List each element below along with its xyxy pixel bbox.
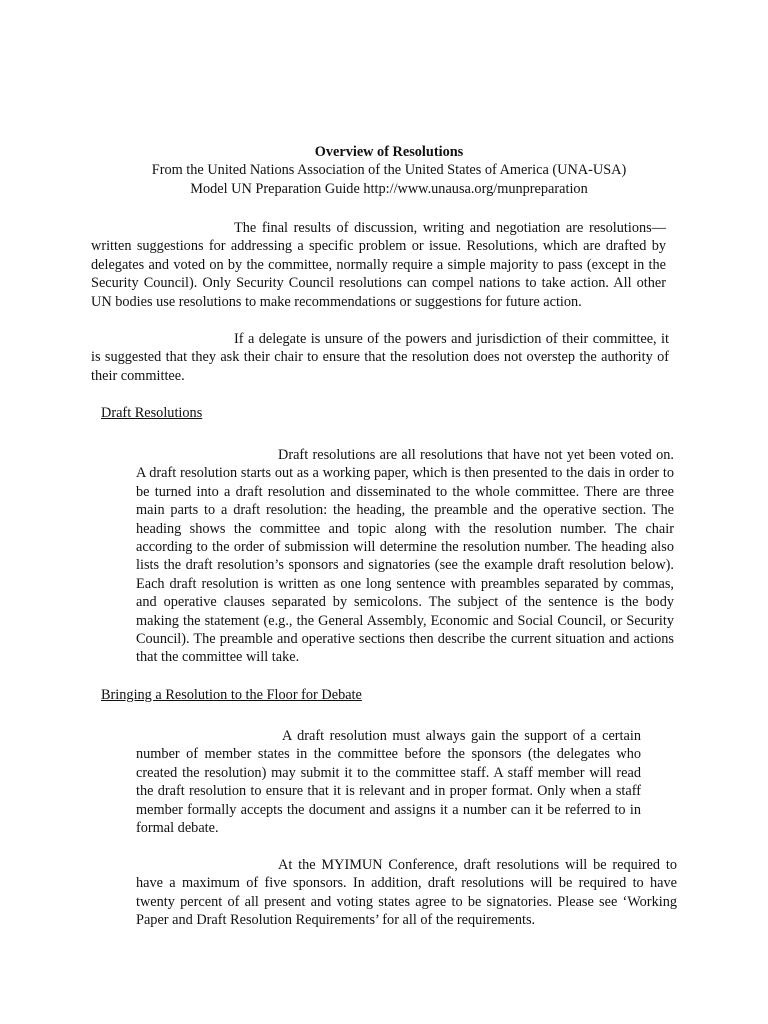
draft-resolutions-paragraph-text: Draft resolutions are all resolutions that have not yet been voted on. A draft resolution starts out as a working paper, which is then presented to the dais in order to be turned into a draft resolution and disseminated to the whole committee. There are three main parts to a draft resolution: the heading, the preamble and the operative section. The heading shows the committee and topic along with the resolution number. The chair according to the order of submission will determine the resolution number. The heading also lists the draft resolution’s sponsors and signatories (see the example draft resolution below). Each draft resolution is written as one long sentence with preambles separated by commas, and operative clauses separated by semicolons. The subject of the sentence is the body making the statement (e.g., the General Assembly, Economic and Social Council, or Security Council). The preamble and operative sections then describe the current situation and actions that the committee will take. bbox=[136, 447, 674, 666]
myimun-requirements-paragraph-text: At the MYIMUN Conference, draft resolutions will be required to have a maximum of five sponsors. In addition, draft resolutions will be required to have twenty percent of all present and voting states agree to be signatories. Please see ‘Working Paper and Draft Resolution Requirements’ for all of the requirements. bbox=[136, 857, 677, 929]
bringing-to-floor-paragraph-text: A draft resolution must always gain the support of a certain number of member states in the committee before the sponsors (the delegates who created the resolution) may submit it to the committee staff. A staff member will read the draft resolution to ensure that it is relevant and in proper format. Only when a staff member formally accepts the document and assigns it a number can it be referred to in formal debate. bbox=[136, 728, 641, 837]
draft-resolutions-paragraph bbox=[136, 446, 674, 667]
bringing-to-floor-paragraph bbox=[136, 727, 641, 837]
guide-line: Model UN Preparation Guide http://www.unausa.org/munpreparation bbox=[190, 180, 588, 197]
jurisdiction-paragraph bbox=[91, 330, 669, 385]
document-title: Overview of Resolutions bbox=[314, 144, 464, 160]
jurisdiction-paragraph-text: If a delegate is unsure of the powers and jurisdiction of their committee, it is suggested that they ask their chair to ensure that the resolution does not overstep the authority of their committee. bbox=[91, 331, 669, 384]
myimun-requirements-paragraph bbox=[136, 856, 677, 930]
bringing-to-floor-heading: Bringing a Resolution to the Floor for Debate bbox=[101, 687, 362, 703]
intro-paragraph-text: The final results of discussion, writing and negotiation are resolutions—written suggestions for addressing a specific problem or issue. Resolutions, which are drafted by delegates and voted on by the committee, normally require a simple majority to pass (except in the Security Council). Only Security Council resolutions can compel nations to take action. All other UN bodies use resolutions to make recommendations or suggestions for future action. bbox=[91, 220, 666, 310]
draft-resolutions-heading: Draft Resolutions bbox=[101, 405, 203, 421]
source-line: From the United Nations Association of the United States of America (UNA-USA) bbox=[151, 162, 627, 179]
intro-paragraph bbox=[91, 219, 666, 311]
document-header bbox=[0, 143, 768, 198]
